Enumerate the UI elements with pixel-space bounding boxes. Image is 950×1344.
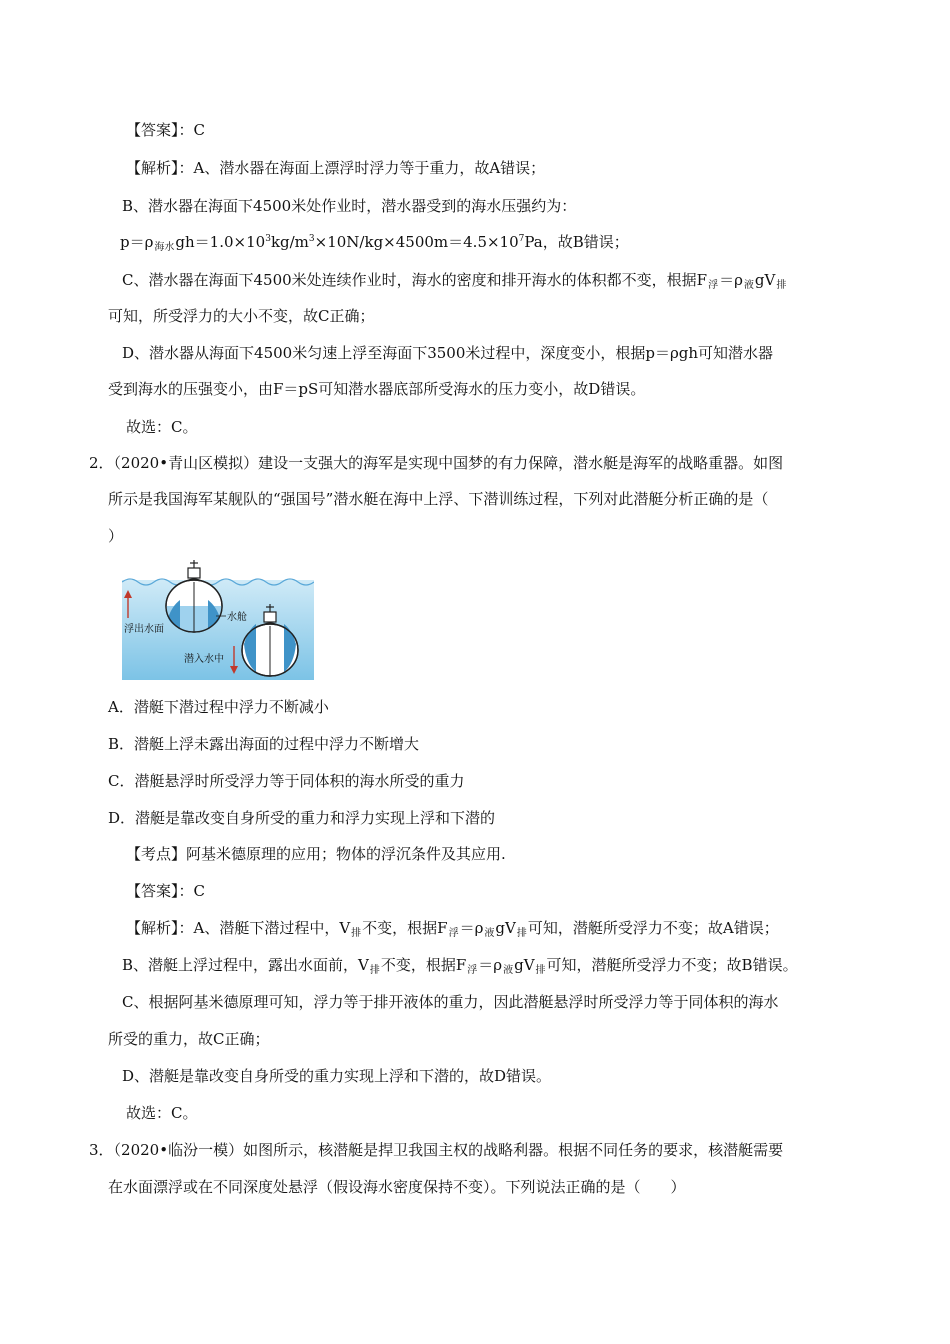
formula-superscript: 7: [518, 234, 525, 244]
text: gV: [754, 271, 776, 289]
q2-analysis-b: [122, 955, 798, 978]
text: B、潜艇上浮过程中，露出水面前，V: [122, 956, 369, 974]
q1-analysis-c-line2: 可知，所受浮力的大小不变，故C正确；: [108, 307, 375, 325]
formula-part: gh＝1.0×10: [175, 233, 266, 251]
subscript: 浮: [708, 280, 719, 291]
formula-part: p＝ρ: [120, 233, 154, 251]
text: C、潜水器在海面下4500米处连续作业时，海水的密度和排开海水的体积都不变，根据F: [122, 271, 708, 289]
formula-subscript: 海水: [154, 242, 175, 253]
subscript: 排: [369, 965, 380, 976]
q2-option-b: B．潜艇上浮未露出海面的过程中浮力不断增大: [108, 735, 420, 753]
q3-stem-line1: 3．（2020•临汾一模）如图所示，核潜艇是捍卫我国主权的战略利器。根据不同任务的要求，核潜艇需要: [89, 1141, 784, 1159]
formula-part: ×10N/kg×4500m＝4.5×10: [314, 233, 519, 251]
q2-answer: 【答案】：C: [126, 882, 205, 900]
text: 可知，潜艇所受浮力不变；故B错误。: [546, 956, 798, 974]
q2-analysis-c-line2: 所受的重力，故C正确；: [108, 1030, 270, 1048]
q1-analysis-d-line2: 受到海水的压强变小，由F＝pS可知潜水器底部所受海水的压力变小，故D错误。: [108, 380, 646, 398]
subscript: 排: [516, 928, 527, 939]
submarine-figure: [122, 560, 314, 680]
label-tank: 水舱: [227, 612, 247, 623]
q1-analysis-d-line1: D、潜水器从海面下4500米匀速上浮至海面下3500米过程中，深度变小，根据p＝ρgh可知潜水器: [122, 344, 774, 362]
q1-choice: 故选：C。: [126, 418, 198, 436]
submarine-floating: [166, 560, 222, 632]
text: gV: [514, 956, 535, 974]
formula-superscript: 3: [308, 234, 315, 244]
text: gV: [495, 919, 516, 937]
q2-stem-line2: 所示是我国海军某舰队的“强国号”潜水艇在海中上浮、下潜训练过程，下列对此潜艇分析正确的是（: [108, 490, 769, 508]
text: 【解析】：A、潜艇下潜过程中，V: [126, 919, 351, 937]
q2-option-d: D．潜艇是靠改变自身所受的重力和浮力实现上浮和下潜的: [108, 809, 496, 827]
label-float: 浮出水面: [124, 624, 164, 635]
text: 不变，根据F: [362, 919, 448, 937]
q2-option-a: A．潜艇下潜过程中浮力不断减小: [108, 698, 329, 716]
text: ＝ρ: [459, 919, 484, 937]
formula-superscript: 3: [265, 234, 271, 244]
q3-stem-line2: 在水面漂浮或在不同深度处悬浮（假设海水密度保持不变）。下列说法正确的是（ ）: [108, 1178, 686, 1196]
text: ＝ρ: [478, 956, 503, 974]
q2-choice: 故选：C。: [126, 1104, 198, 1122]
q2-stem-line1: 2．（2020•青山区模拟）建设一支强大的海军是实现中国梦的有力保障，潜水艇是海军的战略重器。如图: [89, 454, 784, 472]
q1-analysis-c-line1: [122, 270, 787, 293]
q2-stem-line3: ）: [108, 527, 124, 545]
text: ＝ρ: [719, 271, 743, 289]
subscript: 排: [535, 965, 546, 976]
label-dive: 潜入水中: [184, 654, 224, 665]
subscript: 浮: [467, 965, 478, 976]
subscript: 液: [484, 928, 495, 939]
q2-analysis-c-line1: C、根据阿基米德原理可知，浮力等于排开液体的重力，因此潜艇悬浮时所受浮力等于同体积的海水: [122, 993, 779, 1011]
q1-formula: [120, 232, 629, 255]
subscript: 液: [503, 965, 514, 976]
subscript: 排: [776, 280, 787, 291]
q1-answer: 【答案】：C: [126, 121, 205, 139]
subscript: 浮: [448, 928, 459, 939]
q2-analysis-d: D、潜艇是靠改变自身所受的重力实现上浮和下潜的，故D错误。: [122, 1067, 552, 1085]
q1-analysis-a: 【解析】：A、潜水器在海面上漂浮时浮力等于重力，故A错误；: [126, 159, 546, 177]
subscript: 排: [351, 928, 362, 939]
formula-part: Pa，故B错误；: [524, 233, 629, 251]
formula-part: kg/m: [270, 233, 309, 251]
q2-analysis-a: [126, 918, 779, 941]
text: 不变，根据F: [380, 956, 467, 974]
q2-option-c: C．潜艇悬浮时所受浮力等于同体积的海水所受的重力: [108, 772, 465, 790]
subscript: 液: [743, 280, 754, 291]
text: 可知，潜艇所受浮力不变；故A错误；: [527, 919, 779, 937]
q1-analysis-b: B、潜水器在海面下4500米处作业时，潜水器受到的海水压强约为：: [122, 197, 577, 215]
q2-kaodian: 【考点】阿基米德原理的应用；物体的浮沉条件及其应用.: [126, 845, 506, 863]
